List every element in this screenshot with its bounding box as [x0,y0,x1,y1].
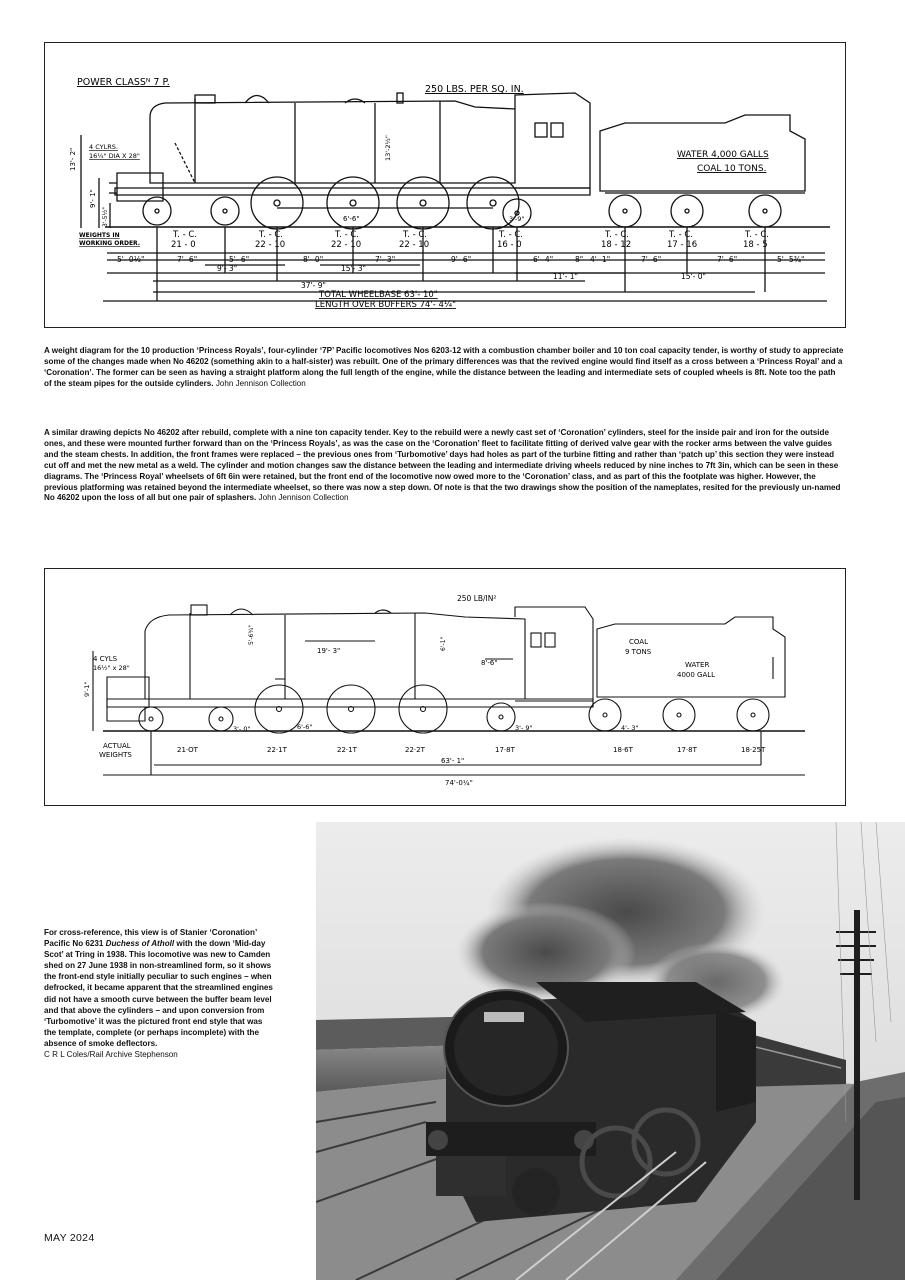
cylinders-dims-label: 16½" x 28" [93,664,130,672]
dimension-5-6: 5'-6¾" [248,624,255,645]
water-capacity-label: WATER 4,000 GALLS [677,150,769,160]
axle-weight: 22 - 10 [331,240,362,250]
photo-credit: John Jennison Collection [258,493,349,503]
axle-spacing: 8" [575,255,584,264]
dimension-11-1: 11'- 1" [553,272,578,281]
power-class-label: POWER CLASSᴺ 7 P. [77,77,170,88]
caption-diagram-1 [44,346,844,390]
duchess-of-atholl-photo [316,822,905,1280]
axle-weight: 22·2T [405,746,425,754]
axle-weight: 22·1T [337,746,357,754]
tc-header: T. - C. [403,230,427,240]
cylinders-dims-label: 16¼" DIA X 28" [89,152,140,160]
tc-header: T. - C. [745,230,769,240]
axle-spacing: 8'- 0" [303,255,324,264]
length-over-buffers: LENGTH OVER BUFFERS 74'- 4¼" [315,300,457,310]
caption-text: A weight diagram for the 10 production ‘Princess Royals’, four-cylinder ‘7P’ Pacific locomotives Nos 6203-12 with a combustion chamber boiler and 10 ton coal capacity tender, is worthy of study to appreciate some of the changes made when No 46202 (something akin to a half-sister) was rebuilt. One of the primary differences was that the revived engine would find itself as a cross between a ‘Princess Royal’ and a ‘Coronation’. The former can be seen as having a straight platform along the full length of the engine, while the distance between the leading and intermediate sets of coupled wheels is 8ft. Note too the path of the steam pipes for the outside cylinders. [44,346,844,388]
issue-date: MAY 2024 [44,1232,95,1244]
trailing-diameter-label: 3'-9" [509,215,525,223]
cylinders-label: 4 CYLS [93,655,118,663]
water-capacity-label: 4000 GALL [677,671,716,679]
height-dimension: 13'- 2" [69,147,77,171]
axle-weight: 18·25T [741,746,766,754]
weights-label-line2: WORKING ORDER. [79,240,141,247]
axle-spacing: 6'- 4" [533,255,554,264]
dimension-8-6: 8'-6" [481,659,498,667]
tender-wheel-diameter: 4'- 3" [621,724,639,732]
dimension-15-0: 15'- 0" [681,272,706,281]
axle-spacing: 7'- 6" [641,255,662,264]
bogie-wheel-diameter: 3'- 0" [233,725,251,733]
axle-weight: 18·6T [613,746,633,754]
weights-label-line1: WEIGHTS IN [79,232,120,239]
boiler-centre-dimension: 9'- 1" [89,189,97,208]
axle-weight: 22 - 10 [255,240,286,250]
tc-header: T. - C. [499,230,523,240]
caption-text-before: For cross-reference, this view is of Stanier ‘Coronation’ Pacific No 6231 [44,928,257,949]
tc-header: T. - C. [669,230,693,240]
axle-spacing: 4'- 1" [590,255,611,264]
photo-credit: C R L Coles/Rail Archive Stephenson [44,1050,178,1060]
axle-weight: 22 - 10 [399,240,430,250]
diagram-2-drawing [45,569,845,805]
dimension-15-3: 15'- 3" [341,264,366,273]
cylinders-label: 4 CYLRS. [89,143,118,151]
axle-spacing: 7'- 6" [177,255,198,264]
weight-diagram-46202-rebuilt [44,568,846,806]
tc-header: T. - C. [259,230,283,240]
weight-diagram-princess-royal [44,42,846,328]
boiler-pressure-label: 250 LB/IN² [457,594,497,603]
coal-label: COAL [629,638,648,646]
buffer-height-dimension: 3'-5½" [102,206,109,227]
axle-spacing: 5'- 6" [229,255,250,264]
tc-header: T. - C. [605,230,629,240]
axle-spacing: 7'- 6" [717,255,738,264]
dimension-19-3: 19'- 3" [317,647,341,655]
dimension-37-9: 37'- 9" [301,281,326,290]
driver-diameter-label: 6'-6" [343,215,360,223]
axle-weight: 17 - 16 [667,240,698,250]
axle-spacing: 9'- 6" [451,255,472,264]
axle-weight: 17·8T [677,746,697,754]
axle-weight: 18 - 12 [601,240,632,250]
locomotive-name: Duchess of Atholl [105,939,175,949]
coal-capacity-label: 9 TONS [625,648,652,656]
actual-weights-label-line1: ACTUAL [103,742,131,750]
dimension-6-1: 6'-1" [440,636,447,651]
actual-weights-label-line2: WEIGHTS [99,751,132,759]
trailing-diameter-label: 3'- 9" [515,724,533,732]
tc-header: T. - C. [335,230,359,240]
boiler-centre-dimension: 9'-1" [83,681,91,697]
total-wheelbase: TOTAL WHEELBASE 63'- 10" [319,290,438,300]
dome-dimension: 13'-2½" [384,135,392,161]
tc-header: T. - C. [173,230,197,240]
driver-diameter-label: 6'-6" [297,723,313,731]
axle-weight: 21·OT [177,746,198,754]
axle-spacing: 5'- 5¾" [777,255,805,264]
boiler-pressure-label: 250 LBS. PER SQ. IN. [425,84,524,95]
water-label: WATER [685,661,710,669]
axle-weight: 22·1T [267,746,287,754]
axle-spacing: 5'- 0½" [117,255,145,264]
caption-diagram-2 [44,428,844,504]
length-over-buffers: 74'-0¼" [445,779,473,787]
caption-text-after: with the down ‘Mid-day Scot’ at Tring in 1938. This locomotive was new to Camden shed on 27 June 1938 in non-streamlined form, so it shows the front-end style initially peculiar to such engines – when defrocked, it became apparent that the streamlined engines did not have a smooth curve between the buffer beam level and that above the cylinders – and upon conversion from ‘Turbomotive’ it was the pictured front end style that was the template, complete (or perhaps incomplete) with the absence of smoke deflectors. [44,939,273,1048]
axle-weight: 17·8T [495,746,515,754]
axle-weight: 18 - 5 [743,240,768,250]
axle-weight: 21 - 0 [171,240,196,250]
diagram-1-drawing [45,43,845,327]
locomotive-photo [316,822,905,1280]
axle-spacing: 7'- 3" [375,255,396,264]
dimension-9-3: 9'- 3" [217,264,238,273]
total-wheelbase: 63'- 1" [441,757,465,765]
caption-text: A similar drawing depicts No 46202 after rebuild, complete with a nine ton capacity tender. Key to the rebuild were a newly cast set of ‘Coronation’ cylinders, steel for the inside pair and iron for the outside ones, and these were mounted further forward than on the ‘Princess Royals’, as was the case on the ‘Coronation’ fleet to facilitate fitting of derived valve gear with the rocker arms between the valve guides and the steam chests. In addition, the front frames were replaced – the previous ones from ‘Turbomotive’ days had holes as part of the turbine fitting and rather than ‘patch up’ this section they were instead cut off and met the new metal as a weld. The cylinder and motion changes saw the distance between the leading and intermediate driving wheels reduced by nine inches to 7ft 3in, which can be seen in these diagrams. The ‘Princess Royal’ wheelsets of 6ft 6in were retained, but the front end of the locomotive now owed more to the ‘Coronation’ class, and as part of this the footplate was higher. However, the previous platforming was retained beyond the intermediate wheelset, so there was now a step down. Of note is that the two drawings show the position of the nameplates, resited for the previously un-named No 46202 upon the loss of all but one pair of splashers. [44,428,841,503]
caption-photo [44,927,276,1060]
coal-capacity-label: COAL 10 TONS. [697,164,767,174]
photo-credit: John Jennison Collection [215,378,306,388]
axle-weight: 16 - 0 [497,240,522,250]
